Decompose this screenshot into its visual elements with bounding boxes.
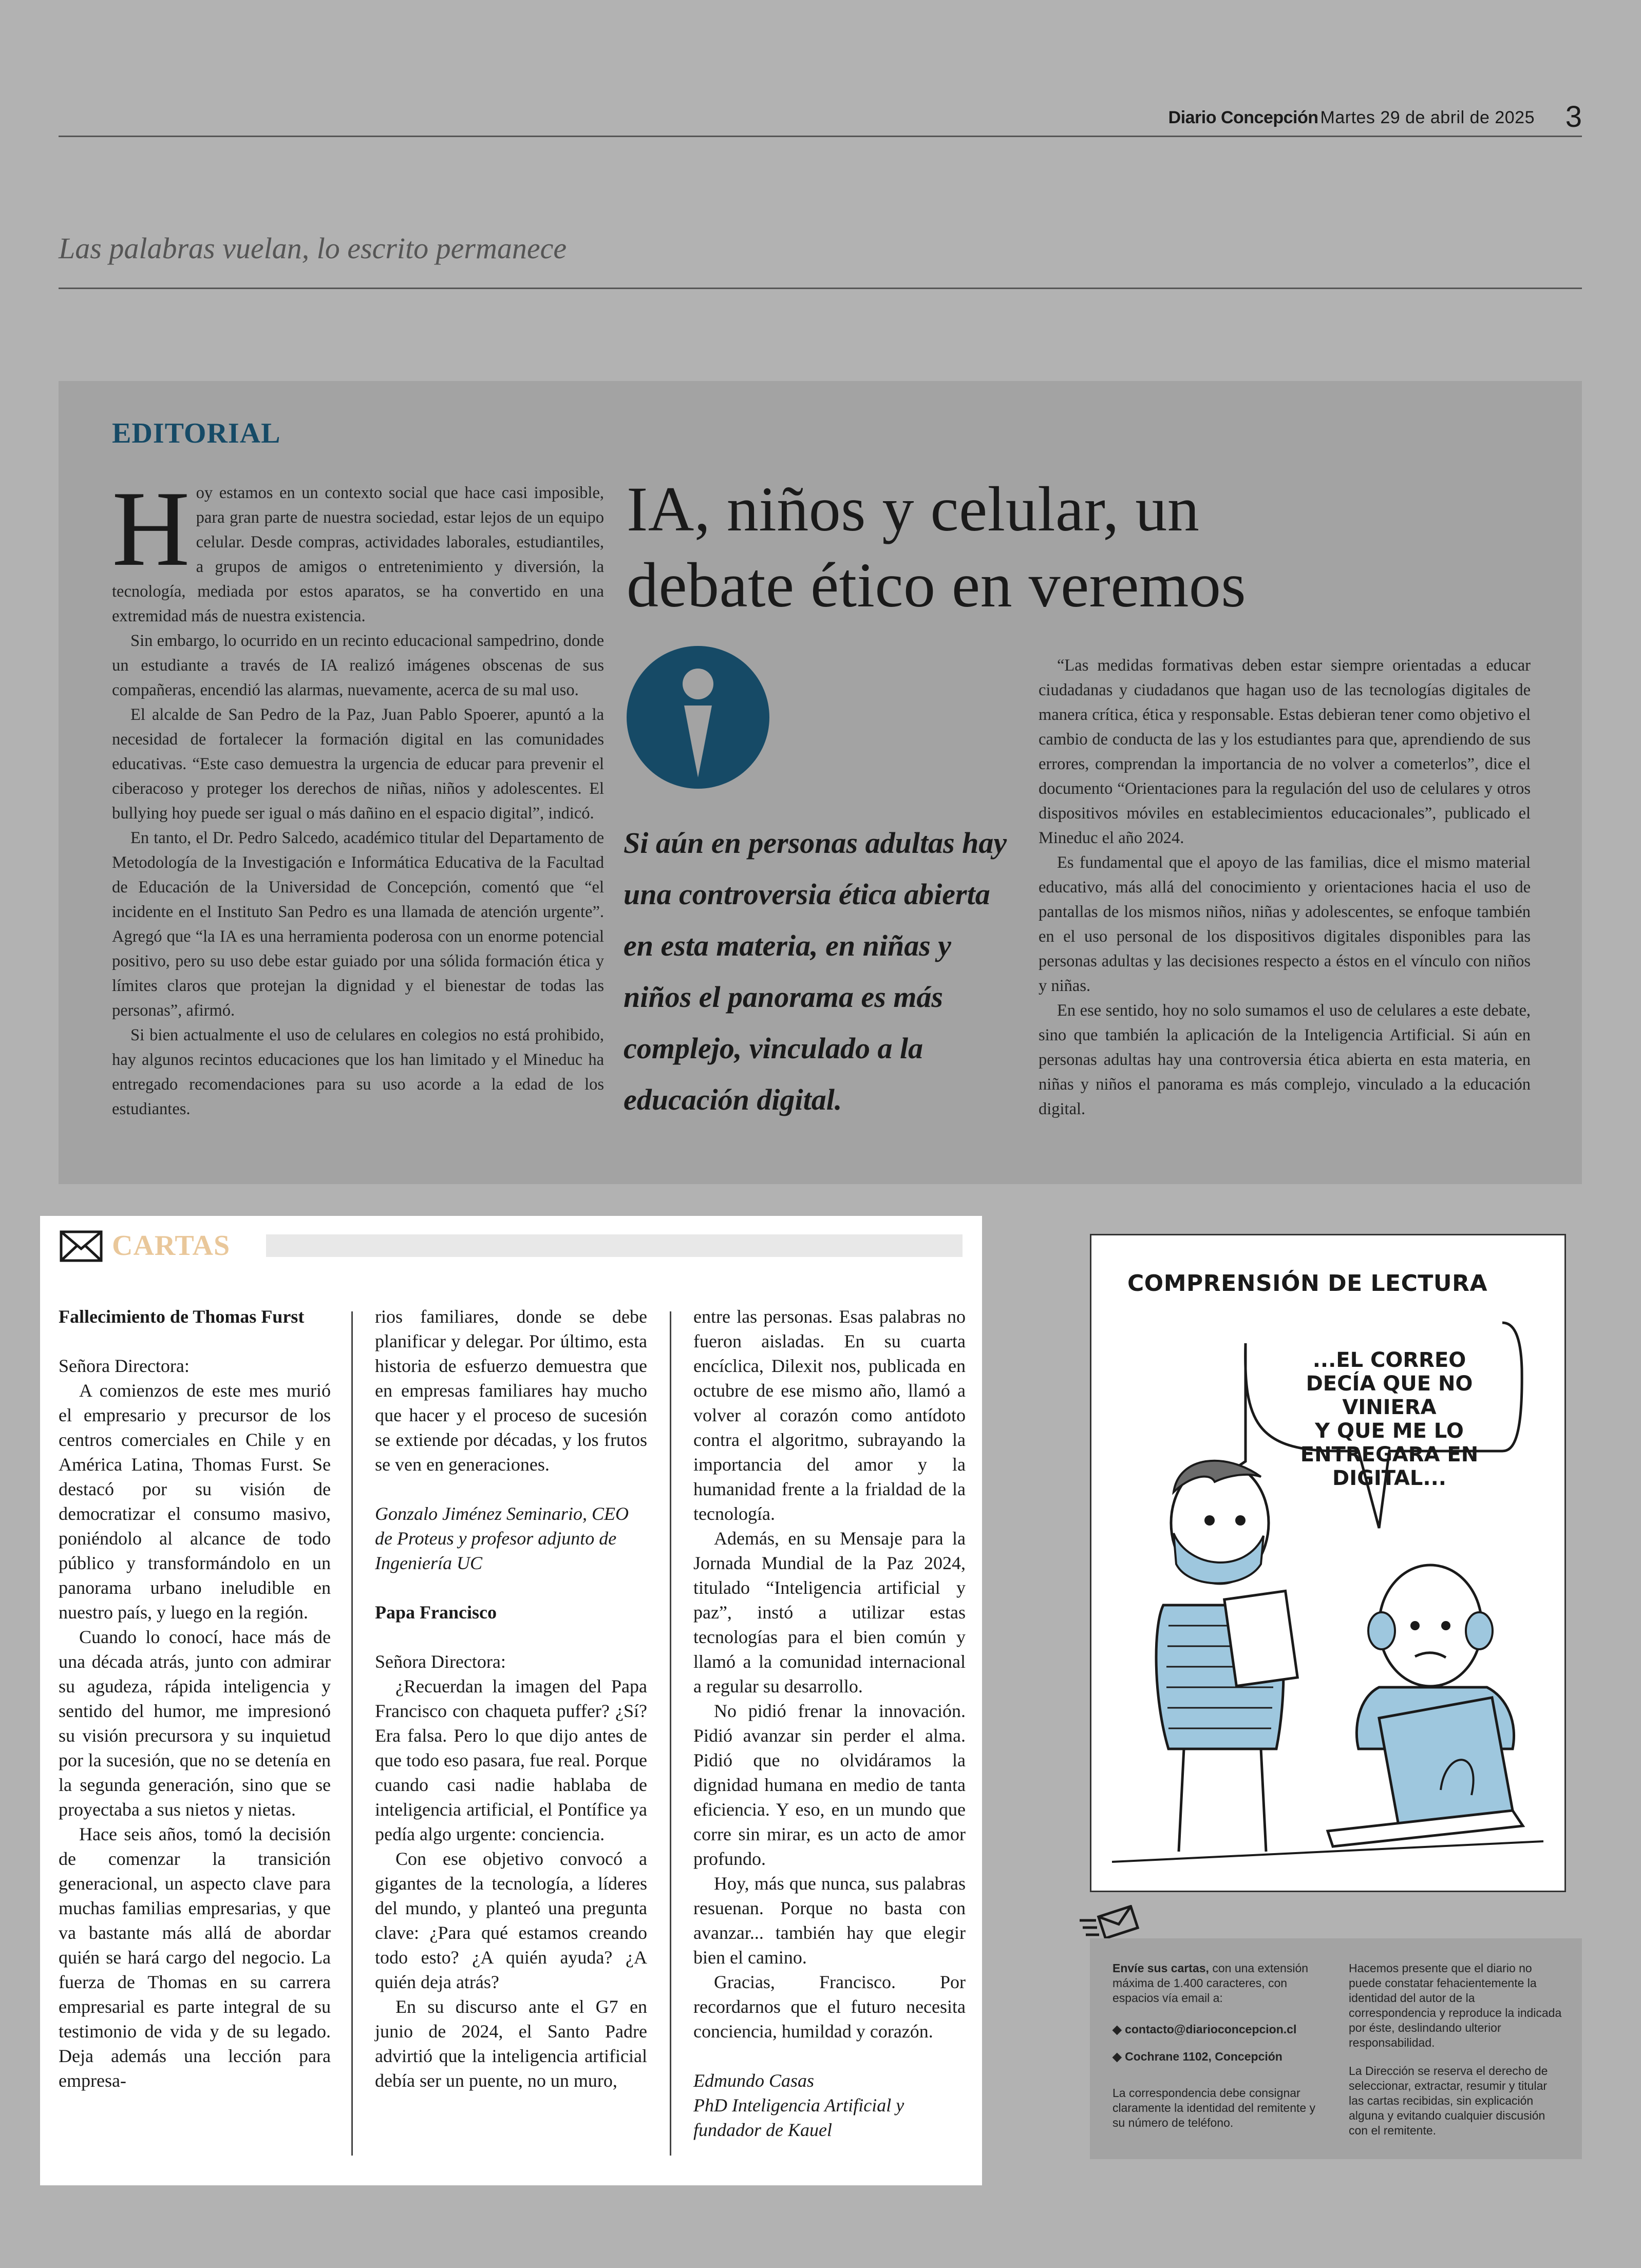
info-i-icon: [627, 646, 769, 789]
header-rule: [59, 136, 1582, 137]
letter-signature: Gonzalo Jiménez Seminario, CEO de Proteus y profesor adjunto de Ingeniería UC: [375, 1503, 629, 1573]
editorial-pull-quote: Si aún en personas adultas hay una controversia ética abierta en esta materia, en niñas y niños el panorama es más complejo, vinculado a la educación digital.: [624, 826, 1007, 1116]
brand-name: Diario Concepción: [1168, 108, 1318, 127]
letter-paragraph: entre las personas. Esas palabras no fueron aisladas. En su cuarta encíclica, Dilexit nos, publicada en octubre de ese mismo año, llamó a volver al corazón como antídoto contra el algoritmo, subrayando la importancia del amor y la humanidad frente a la frialdad de la tecnología.: [693, 1306, 966, 1524]
editorial-paragraph: Es fundamental que el apoyo de las familias, dice el mismo material educativo, más allá del conocimiento y orientaciones hacia el uso de pantallas de los mismos niños, niñas y adolescentes, se enfoque también en el uso personal de los dispositivos digitales disponibles para las personas adultas y las decisiones respecto a éstos en el vínculo con niños y niñas.: [1039, 853, 1531, 995]
info-right: [1349, 1961, 1562, 2138]
letter-heading: Fallecimiento de Thomas Furst: [59, 1306, 305, 1327]
editorial-paragraph: El alcalde de San Pedro de la Paz, Juan Pablo Spoerer, apuntó a la necesidad de fortalecer la formación digital en las comunidades educativas. “Este caso demuestra la urgencia de educar para prevenir el ciberacoso y proteger los derechos de niñas, niños y adolescentes. El bullying hoy puede ser igual o más dañino en el espacio digital”, indicó.: [112, 706, 604, 823]
letter-paragraph: Hace seis años, tomó la decisión de comenzar la transición generacional, un aspecto clave para muchas familias empresarias, y que va bastante más allá de abordar quién se hará cargo del negocio. La fuerza de Thomas en su carrera empresarial es parte integral de su testimonio de vida y de su legado. Deja además una lección para empresa-: [59, 1824, 331, 2091]
editorial-left-column: [112, 469, 604, 1121]
letters-section: [40, 1216, 982, 2185]
letter-salutation: Señora Directora:: [59, 1356, 190, 1376]
letter-signature-name: Edmundo Casas: [693, 2070, 815, 2091]
editorial-paragraph: En ese sentido, hoy no solo sumamos el uso de celulares a este debate, sino que también la aplicación de la Inteligencia Artificial. Si aún en personas adultas hay una controversia ética abierta en esta materia, en niñas y niños el panorama es más complejo, vinculado a la educación digital.: [1039, 1001, 1531, 1118]
letter-paragraph: Gracias, Francisco. Por recordarnos que el futuro necesita conciencia, humildad y corazón.: [693, 1972, 966, 2042]
letters-title-bar: [266, 1234, 963, 1257]
letters-column-2: [375, 1304, 647, 2093]
cartoon-panel: [1090, 1234, 1566, 1892]
editorial-paragraph: Hoy estamos en un contexto social que hace casi imposible, para gran parte de nuestra sociedad, estar lejos de un equipo celular. Desde compras, actividades laborales, estudiantiles, a grupos de amigos o entretenimiento y diversión, la tecnología, mediada por estos aparatos, se ha convertido en una extremidad más de nuestra existencia.: [112, 469, 604, 625]
letter-paragraph: A comienzos de este mes murió el empresario y precursor de los centros comerciales en Chile y en América Latina, Thomas Furst. Se destacó por su visión de democratizar el consumo masivo, poniéndolo al alcance de todo público y transformándolo en un panorama urbano ineludible en nuestro país, y luego en la región.: [59, 1380, 331, 1623]
letters-column-3: [693, 1304, 966, 2142]
cartoon-illustration: [1091, 1235, 1564, 1891]
editorial-rights-text: La Dirección se reserva el derecho de seleccionar, extractar, resumir y titular las cartas recibidas, sin explicación alguna y evitando cualquier discusión con el remitente.: [1349, 2064, 1548, 2137]
letter-signature-role: PhD Inteligencia Artificial y fundador de Kauel: [693, 2095, 904, 2140]
identity-note: La correspondencia debe consignar claramente la identidad del remitente y su número de teléfono.: [1112, 2086, 1316, 2129]
letter-paragraph: Hoy, más que nunca, sus palabras resuenan. Porque no basta con avanzar... también hay que elegir bien el camino.: [693, 1873, 966, 1968]
letters-title: CARTAS: [112, 1230, 231, 1262]
email-line: ◆ contacto@diarioconcepcion.cl: [1112, 2023, 1297, 2036]
letter-paragraph: No pidió frenar la innovación. Pidió avanzar sin perder el alma. Pidió que no olvidáramos la dignidad humana en medio de tanta eficiencia. Y eso, en un mundo que corre sin mirar, es un acto de amor profundo.: [693, 1701, 966, 1869]
letter-paragraph: rios familiares, donde se debe planificar y delegar. Por último, esta historia de esfuerzo demuestra que en empresas familiares hay mucho que hacer y el proceso de sucesión se extiende por décadas, y los frutos se ven en generaciones.: [375, 1306, 647, 1475]
letters-info-box: [1090, 1938, 1582, 2159]
editorial-title: IA, niños y celular, un debate ético en veremos: [627, 474, 1247, 620]
mail-send-icon: [1077, 1905, 1141, 1939]
info-left: [1112, 1961, 1328, 2130]
send-instructions: Envíe sus cartas, con una extensión máxima de 1.400 caracteres, con espacios vía email a:: [1112, 1961, 1309, 2005]
letter-paragraph: Además, en su Mensaje para la Jornada Mundial de la Paz 2024, titulado “Inteligencia artificial y paz”, instó a utilizar estas tecnologías para el bien común y llamó a la comunidad internacional a regular su desarrollo.: [693, 1528, 966, 1697]
letters-column-1: [59, 1304, 331, 2093]
page-header: [59, 100, 1582, 139]
editorial-section: [59, 381, 1582, 1184]
letter-heading: Papa Francisco: [375, 1602, 497, 1623]
page-number: 3: [1565, 100, 1582, 134]
section-tagline: Las palabras vuelan, lo escrito permanece: [59, 232, 567, 265]
editorial-paragraph: Si bien actualmente el uso de celulares en colegios no está prohibido, hay algunos recintos educaciones que los han limitado y el Mineduc ha entregado recomendaciones para su uso acorde a la edad de los estudiantes.: [112, 1026, 604, 1118]
tagline-rule: [59, 288, 1582, 289]
email-address[interactable]: contacto@diarioconcepcion.cl: [1125, 2023, 1297, 2036]
issue-date: Martes 29 de abril de 2025: [1320, 108, 1535, 127]
column-divider: [670, 1311, 671, 2156]
address-line: ◆ Cochrane 1102, Concepción: [1112, 2050, 1282, 2063]
editorial-paragraph: “Las medidas formativas deben estar siempre orientadas a educar ciudadanas y ciudadanos que hagan uso de las tecnologías digitales de manera crítica, ética y responsable. Estas debieran tener como objetivo el cambio de conducta de las y los estudiantes para que, aprendiendo de sus errores, comprendan la importancia de no volver a cometerlos”, dice el documento “Orientaciones para la regulación del uso de celulares y otros dispositivos móviles en establecimientos educacionales”, publicado el Mineduc el año 2024.: [1039, 656, 1531, 847]
editorial-right-column: [1039, 653, 1531, 1121]
letter-paragraph: Cuando lo conocí, hace más de una década atrás, junto con admirar su agudeza, rápida inteligencia y sentido del humor, me impresionó su visión precursora y su inquietud por la sucesión, que no se detenía en la segunda generación, sino que se proyectaba a sus nietos y nietas.: [59, 1627, 331, 1820]
editorial-paragraph: En tanto, el Dr. Pedro Salcedo, académico titular del Departamento de Metodología de la Investigación e Informática Educativa de la Facultad de Educación de la Universidad de Concepción, comentó que “el incidente en el Instituto San Pedro es una llamada de atención urgente”. Agregó que “la IA es una herramienta poderosa con un enorme potencial positivo, pero su uso debe estar guiado por una sólida formación ética y límites claros que protejan la dignidad y el bienestar de todas las personas”, afirmó.: [112, 829, 604, 1020]
letter-paragraph: Con ese objetivo convocó a gigantes de la tecnología, a líderes del mundo, y planteó una pregunta clave: ¿Para qué estamos creando todo esto? ¿A quién ayuda? ¿A quién deja atrás?: [375, 1848, 647, 1992]
disclaimer-text: Hacemos presente que el diario no puede constatar fehacientemente la identidad del autor de la correspondencia y reproduce la indicada por éste, deslindando ulterior responsabilidad.: [1349, 1961, 1562, 2049]
letter-salutation: Señora Directora:: [375, 1651, 506, 1672]
letter-paragraph: En su discurso ante el G7 en junio de 2024, el Santo Padre advirtió que la inteligencia artificial debía ser un puente, no un muro,: [375, 1996, 647, 2091]
editorial-kicker: EDITORIAL: [112, 417, 281, 449]
speech-bubble-text: ...EL CORREO DECÍA QUE NO VINIERA Y QUE ME LO ENTREGARA EN DIGITAL...: [1300, 1348, 1479, 1490]
editorial-paragraph: Sin embargo, lo ocurrido en un recinto educacional sampedrino, donde un estudiante a través de IA realizó imágenes obscenas de sus compañeras, encendió las alarmas, nuevamente, acerca de su mal uso.: [112, 632, 604, 699]
column-divider: [351, 1311, 353, 2156]
envelope-icon: [60, 1230, 103, 1262]
cartoon-title: COMPRENSIÓN DE LECTURA: [1127, 1270, 1488, 1297]
drop-cap: H: [112, 469, 190, 588]
letter-paragraph: ¿Recuerdan la imagen del Papa Francisco con chaqueta puffer? ¿Sí? Era falsa. Pero lo que dijo antes de que todo eso pasara, fue real. Porque cuando casi nadie hablaba de inteligencia artificial, el Pontífice ya pedía algo urgente: conciencia.: [375, 1676, 647, 1844]
